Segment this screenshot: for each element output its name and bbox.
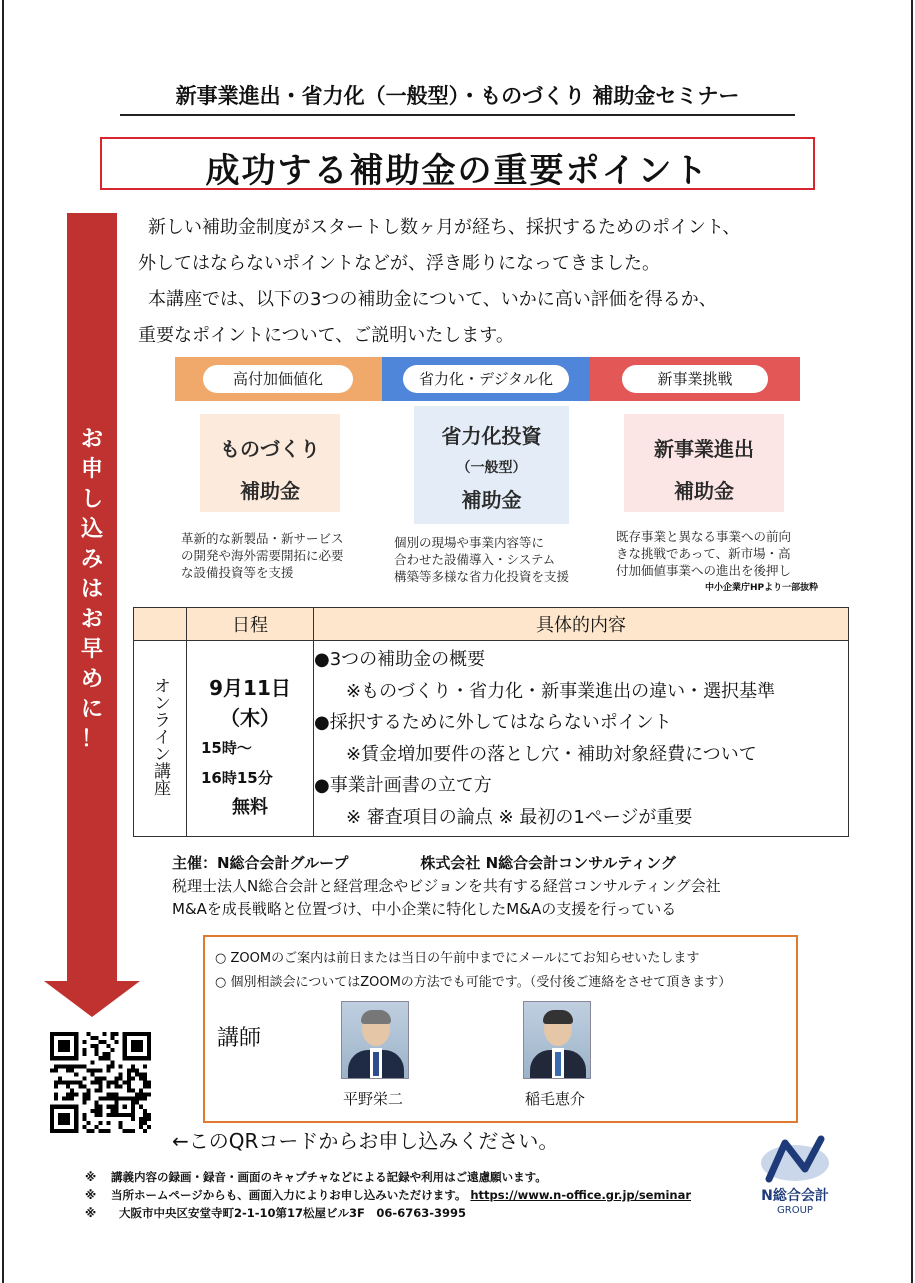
intro-line: 新しい補助金制度がスタートし数ヶ月が経ち、採択するためのポイント、 — [148, 217, 741, 238]
category-band-1 — [175, 357, 382, 401]
seminar-name: 新事業進出・省力化（一般型）・ものづくり 補助金セミナー — [120, 80, 795, 116]
subsidy-desc — [394, 534, 590, 585]
format-cell — [134, 641, 187, 837]
card-subtitle: 補助金 — [461, 488, 522, 512]
address-phone: 大阪市中央区安堂寺町2-1-10第17松屋ビル3F 06-6763-3995 — [119, 1206, 466, 1220]
card-title: 新事業進出 — [654, 437, 754, 461]
format-label: オンライン講座 — [150, 677, 170, 796]
subsidy-card-shoryokuka — [414, 406, 569, 524]
card-subtitle: 補助金 — [240, 479, 300, 503]
desc-line: きな挑戦であって、新市場・高 — [616, 546, 791, 561]
note-mark: ※ — [85, 1170, 97, 1184]
desc-line: 構築等多様な省力化投資を支援 — [394, 569, 570, 584]
category-label: 省力化・デジタル化 — [403, 365, 569, 393]
organizer-info — [172, 852, 721, 921]
apply-early-char: 申 — [80, 457, 103, 482]
category-label: 高付加価値化 — [203, 365, 353, 393]
content-item: ●3つの補助金の概要 — [314, 649, 486, 670]
seminar-url-link[interactable]: https://www.n-office.gr.jp/seminar — [470, 1188, 692, 1202]
note-mark: ※ — [85, 1206, 97, 1220]
desc-line: 付加価値事業への進出を後押し — [616, 563, 792, 578]
apply-early-char: は — [80, 577, 103, 602]
content-subitem: ※賃金増加要件の落とし穴・補助対象経費について — [346, 743, 757, 765]
recording-note: 講義内容の録画・録音・画面のキャプチャなどによる記録や利用はご遠慮願います。 — [111, 1170, 547, 1184]
lecturer-photo-inage — [523, 1001, 591, 1079]
table-row — [134, 641, 849, 837]
main-title-box — [100, 137, 815, 190]
apply-early-text — [67, 425, 117, 755]
apply-early-char: 早 — [80, 637, 103, 662]
seminar-fee: 無料 — [232, 797, 268, 818]
apply-early-char: に — [80, 697, 103, 722]
intro-line: 重要なポイントについて、ご説明いたします。 — [138, 325, 514, 346]
apply-early-char: し — [80, 487, 103, 512]
category-label: 新事業挑戦 — [622, 365, 768, 393]
logo-group: GROUP — [777, 1205, 813, 1216]
apply-early-char: お — [80, 427, 103, 452]
logo-n-icon — [745, 1135, 845, 1185]
apply-early-char: め — [80, 667, 103, 692]
desc-line: な設備投資等を支援 — [181, 565, 294, 580]
seminar-weekday: （木） — [220, 706, 280, 730]
main-title: 成功する補助金の重要ポイント — [205, 151, 710, 191]
intro-text — [138, 210, 838, 354]
lecturer-label: 講師 — [217, 1026, 262, 1051]
table-header-content: 具体的内容 — [314, 608, 849, 641]
apply-early-char: ！ — [80, 727, 103, 752]
category-band-2 — [382, 357, 590, 401]
source-note: 中小企業庁HPより一部抜粋 — [705, 583, 819, 593]
desc-line: 革新的な新製品・新サービス — [181, 531, 344, 546]
seminar-start-time: 15時～ — [201, 739, 252, 757]
seminar-date: 9月11日 — [209, 676, 291, 700]
organizer-desc: 税理士法人N総合会計と経営理念やビジョンを共有する経営コンサルティング会社 — [172, 877, 721, 895]
desc-line: の開発や海外需要開拓に必要 — [181, 548, 344, 563]
arrow-head — [44, 981, 140, 1017]
info-box — [203, 935, 798, 1123]
desc-line: 個別の現場や事業内容等に — [394, 535, 545, 550]
subsidy-desc — [616, 528, 816, 579]
lecturer-name: 平野栄二 — [343, 1090, 404, 1108]
organizer-host: 主催：N総合会計グループ — [172, 854, 349, 872]
logo-name: N総合会計 — [761, 1188, 829, 1204]
apply-early-char: お — [80, 607, 103, 632]
date-cell — [187, 641, 314, 837]
lecturer-name: 稲毛恵介 — [525, 1090, 586, 1108]
schedule-table — [133, 607, 849, 837]
content-subitem: ※ものづくり・省力化・新事業進出の違い・選択基準 — [346, 680, 776, 702]
table-header-blank — [134, 608, 187, 641]
qr-caption: ←このQRコードからお申し込みください。 — [172, 1129, 559, 1153]
zoom-note: ○ ZOOMのご案内は前日または当日の午前中までにメールにてお知らせいたします — [215, 951, 700, 966]
intro-line: 外してはならないポイントなどが、浮き彫りになってきました。 — [138, 253, 660, 274]
intro-line: 本講座では、以下の3つの補助金について、いかに高い評価を得るか、 — [148, 289, 717, 310]
card-type: （一般型） — [456, 460, 527, 476]
lecturer-photo-hirano — [341, 1001, 409, 1079]
desc-line: 既存事業と異なる事業への前向 — [616, 529, 792, 544]
card-title: 省力化投資 — [441, 424, 542, 448]
company-logo — [745, 1135, 845, 1225]
content-item: ●採択するために外してはならないポイント — [314, 712, 672, 733]
subsidy-card-shinjigyo — [624, 414, 784, 512]
note-mark: ※ — [85, 1188, 97, 1202]
subsidy-desc — [181, 530, 371, 581]
category-band-3 — [590, 357, 800, 401]
apply-early-char: み — [80, 547, 103, 572]
desc-line: 合わせた設備導入・システム — [394, 552, 556, 567]
content-cell — [314, 641, 849, 837]
subsidy-card-monozukuri — [200, 414, 340, 512]
web-apply-note: 当所ホームページからも、画面入力によりお申し込みいただけます。 — [111, 1188, 467, 1202]
content-item: ●事業計画書の立て方 — [314, 775, 492, 796]
organizer-company: 株式会社 N総合会計コンサルティング — [420, 854, 676, 872]
content-subitem: ※ 審査項目の論点 ※ 最初の1ページが重要 — [346, 806, 693, 828]
table-header-row — [134, 608, 849, 641]
seminar-end-time: 16時15分 — [201, 769, 273, 787]
organizer-desc: M&Aを成長戦略と位置づけ、中小企業に特化したM&Aの支援を行っている — [172, 900, 677, 918]
card-title: ものづくり — [220, 437, 320, 461]
qr-code[interactable] — [50, 1032, 151, 1133]
apply-early-char: 込 — [80, 517, 103, 542]
footnotes — [85, 1168, 691, 1222]
table-header-date: 日程 — [187, 608, 314, 641]
consultation-note: ○ 個別相談会についてはZOOMの方法でも可能です。（受付後ご連絡をさせて頂きます） — [215, 975, 732, 990]
card-subtitle: 補助金 — [674, 479, 734, 503]
